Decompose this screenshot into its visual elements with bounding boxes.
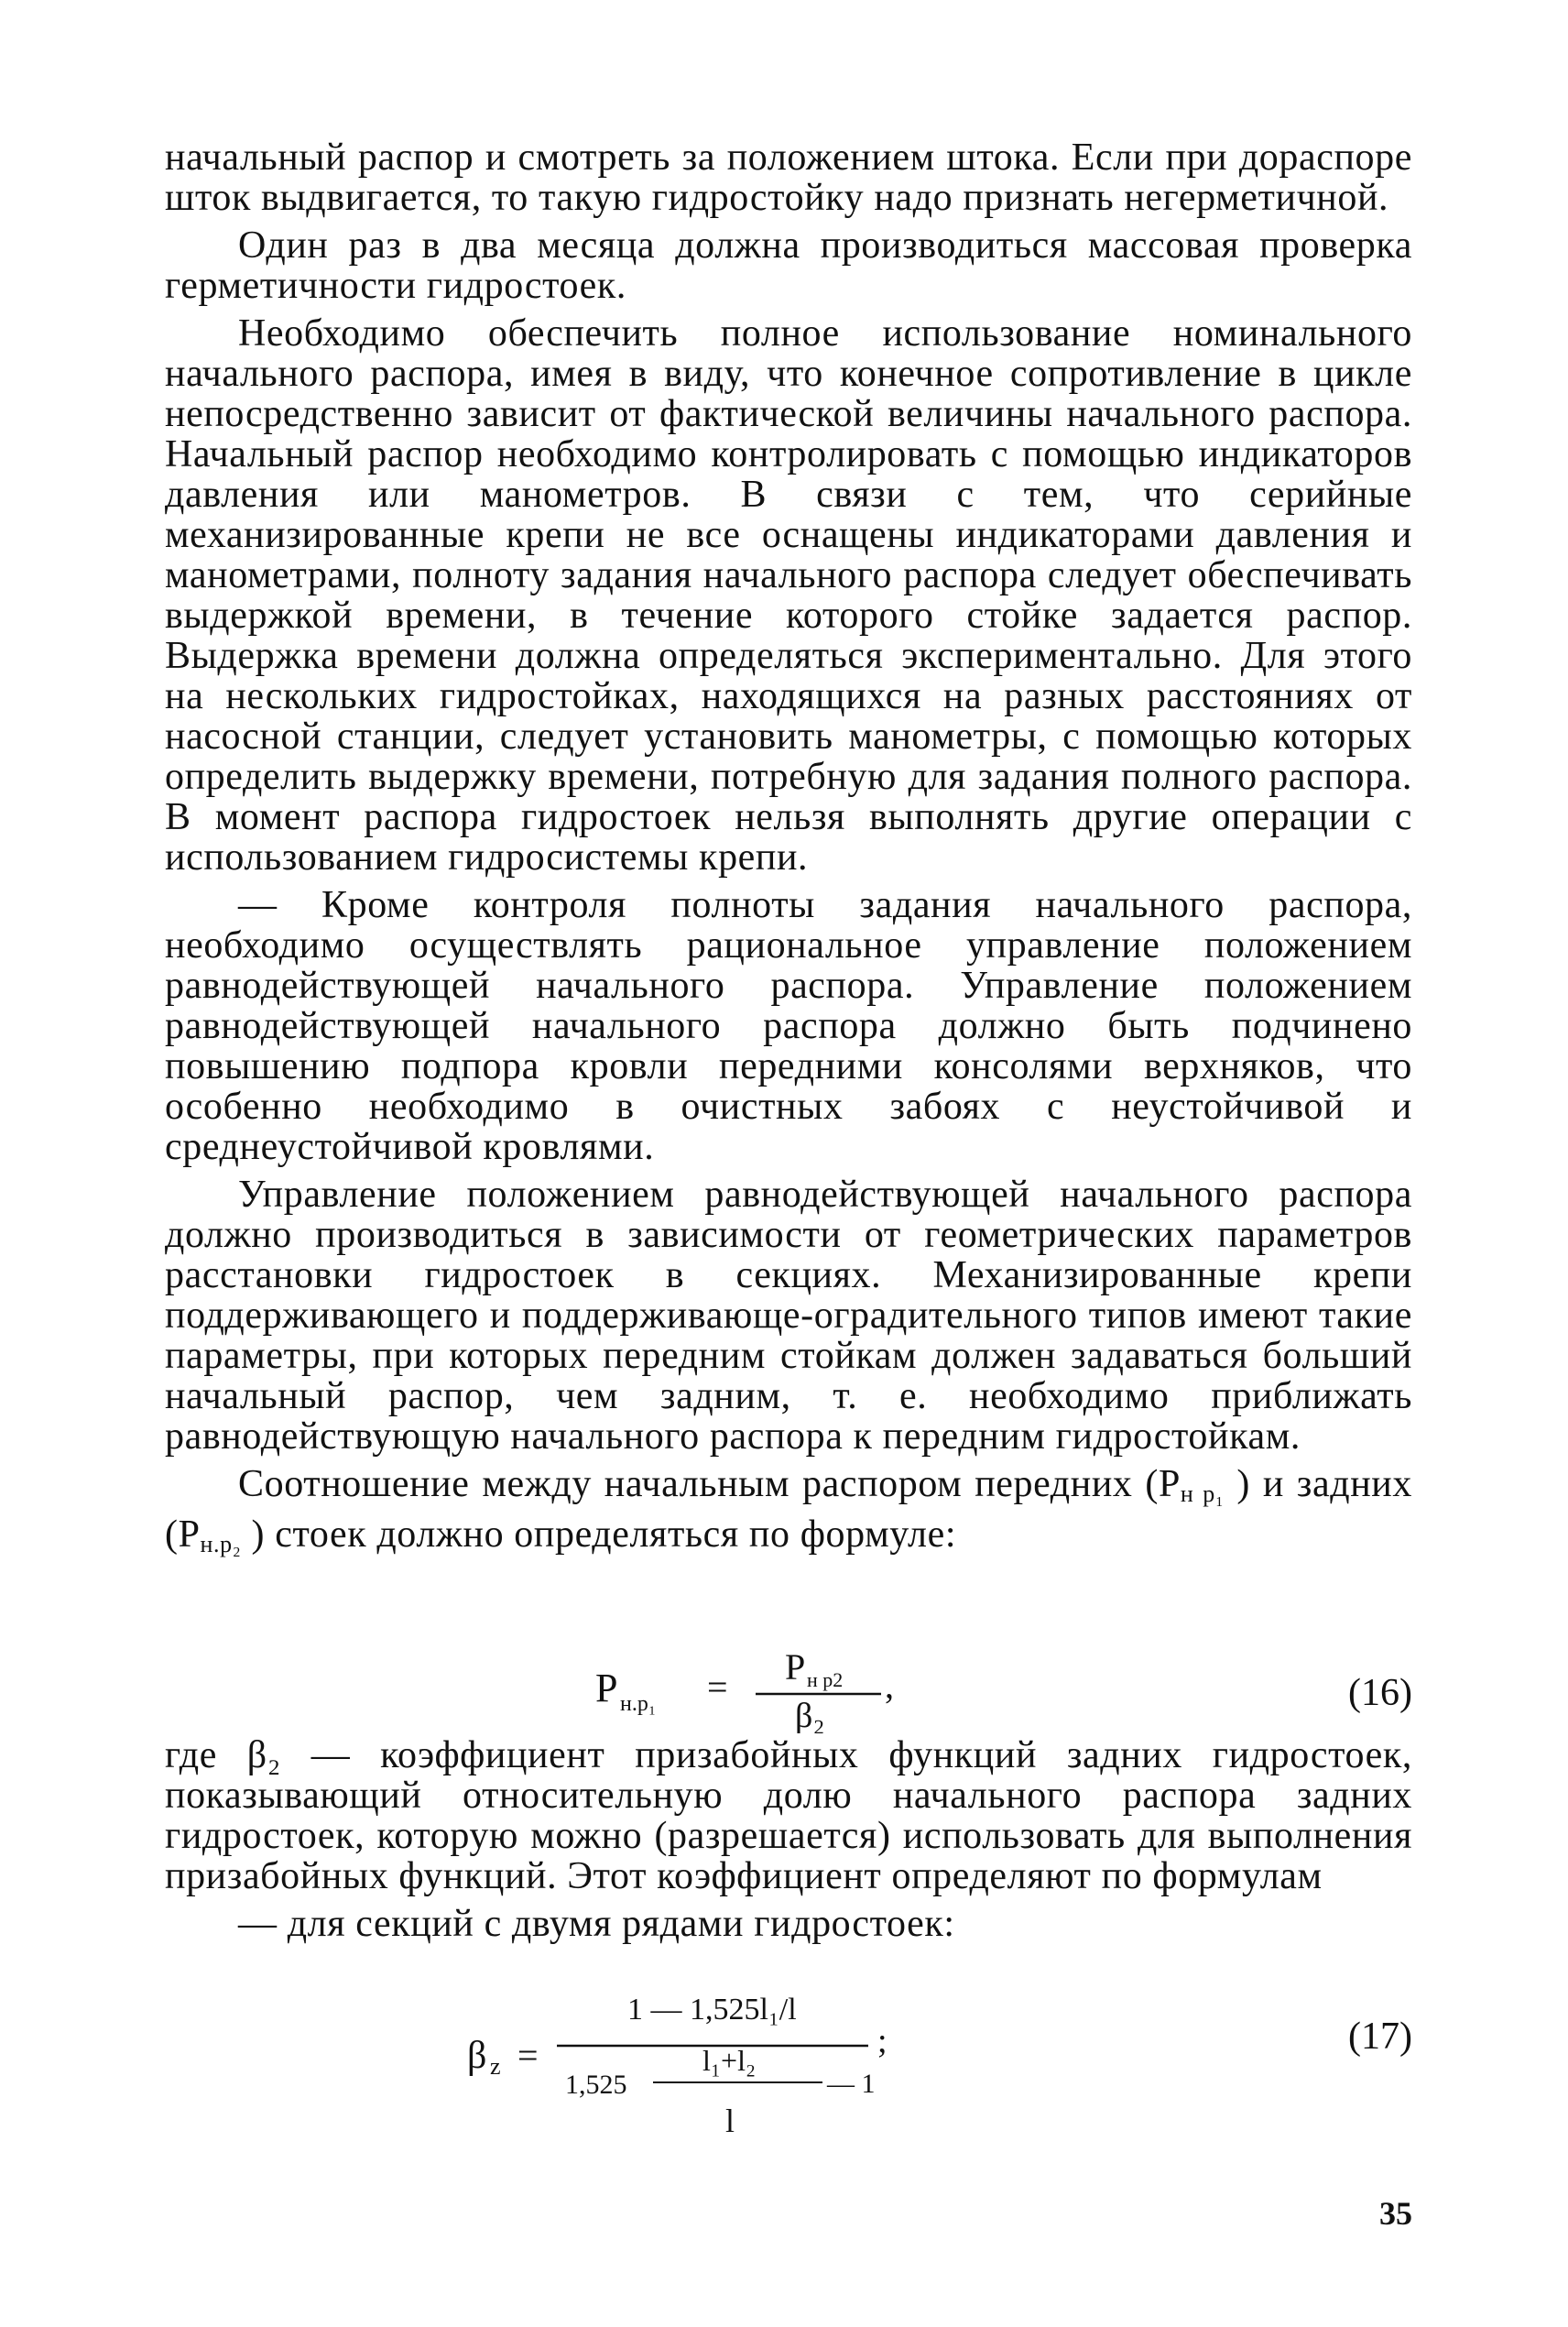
formula-17-den-coef: 1,525: [565, 2070, 627, 2100]
formula-17-svg: [165, 1979, 1412, 2153]
page-number: 35: [1379, 2195, 1412, 2232]
list-item-two-rows: — для секций с двумя рядами гидростоек:: [238, 1903, 955, 1945]
formula-17-den-frac-den: l: [725, 2103, 735, 2139]
paragraph-4: — Кроме контроля полноты задания начального распора, необходимо осуществлять рациональное управление положением равнодействующей начального распора. Управление положением равнодействующей начального распора должно быть подчинено повышению подпора кровли передними консолями верхняков, что особенно необходимо в очистных забоях с неустойчивой и среднеустойчивой кровлями.: [165, 884, 1412, 1168]
formula-17-number: (17): [1348, 2016, 1412, 2058]
formula-17-semicolon: ;: [877, 2022, 887, 2060]
formula-16-lhs-sub: н.р₁: [620, 1692, 657, 1716]
ratio-text-2a: и задних (P: [165, 1463, 1412, 1556]
formula-17-lhs-sub: z: [490, 2053, 501, 2080]
formula-16-numerator-sub: н р2: [807, 1668, 844, 1691]
formula-17-lhs: β: [467, 2035, 487, 2077]
formula-16-svg: [165, 1646, 1412, 1733]
ratio-text-2b: ) стоек должно определяться по формуле:: [251, 1513, 957, 1556]
formula-16-numerator: P: [785, 1646, 806, 1688]
paragraph-2: Один раз в два месяца должна производиться массовая проверка герметичности гидростоек.: [165, 224, 1412, 307]
formula-16-number: (16): [1348, 1672, 1412, 1714]
paragraph-1: начальный распор и смотреть за положением штока. Если при дораспоре шток выдвигается, то такую гидростойку надо признать негерметичной.: [165, 137, 1412, 219]
formula-16-equals: =: [707, 1666, 728, 1708]
formula-16: [165, 1646, 1412, 1733]
formula-16-comma: ,: [885, 1665, 894, 1706]
paragraph-5: Управление положением равнодействующей начального распора должно производиться в зависимости от геометрических параметров расстановки гидростоек в секциях. Механизированные крепи поддерживающего и поддерживающе-оградительного типов имеют такие параметры, при которых передним стойкам должен задаваться больший начальный распор, чем задним, т. е. необходимо приближать равнодействующую начального распора к передним гидростойкам.: [165, 1174, 1412, 1458]
ratio-sub-2: н.р₂: [200, 1531, 242, 1557]
formula-17-den-minus: — 1: [827, 2069, 876, 2099]
ratio-text-1: Соотношение между начальным распором передних (P: [238, 1463, 1181, 1505]
formula-17: [165, 1979, 1412, 2153]
formula-16-denominator: β₂: [795, 1697, 825, 1733]
formula-17-numerator: 1 — 1,525l₁/l: [627, 1993, 797, 2027]
body-text: [165, 137, 1412, 1565]
formula-17-den-frac-num: l₁+l₂: [702, 2044, 757, 2077]
ratio-paragraph: [165, 1464, 1412, 1565]
ratio-text-1-end: ): [1236, 1463, 1251, 1505]
paragraph-3: Необходимо обеспечить полное использование номинального начального распора, имея в виду, что конечное сопротивление в цикле непосредственно зависит от фактической величины начального распора. Начальный распор необходимо контролировать с помощью индикаторов давления или манометров. В связи с тем, что серийные механизированные крепи не все оснащены индикаторами давления и манометрами, полноту задания начального распора следует обеспечивать выдержкой времени, в течение которого стойке задается распор. Выдержка времени должна определяться экспериментально. Для этого на нескольких гидростойках, находящихся на разных расстояниях от насосной станции, следует установить манометры, с помощью которых определить выдержку времени, потребную для задания полного распора. В момент распора гидростоек нельзя выполнять другие операции с использованием гидросистемы крепи.: [165, 312, 1412, 879]
body-text-2: [165, 1735, 1412, 1951]
formula-17-equals: =: [517, 2035, 539, 2076]
ratio-sub-1: н р₁: [1180, 1480, 1225, 1507]
formula-16-lhs: P: [595, 1666, 618, 1710]
paragraph-after-formula: где β₂ — коэффициент призабойных функций задних гидростоек, показывающий относительную долю начального распора задних гидростоек, которую можно (разрешается) использовать для выполнения призабойных функций. Этот коэффициент определяют по формулам: [165, 1734, 1412, 1897]
